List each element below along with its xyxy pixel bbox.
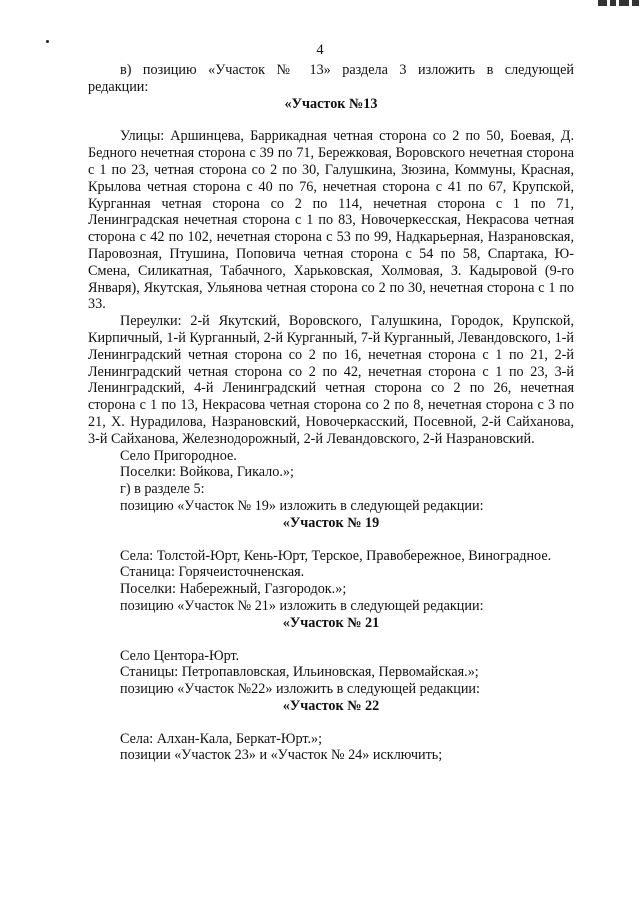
heading-section-21: «Участок № 21	[282, 614, 380, 631]
spacer	[88, 532, 574, 548]
village-21-line: Село Центора-Юрт.	[120, 647, 240, 664]
village-line: Село Пригородное.	[120, 447, 237, 464]
position-19-line: позицию «Участок № 19» изложить в следующей редакции:	[120, 497, 484, 514]
villages-22-line: Села: Алхан-Кала, Беркат-Юрт.»;	[120, 730, 323, 747]
exclude-line: позиции «Участок 23» и «Участок № 24» исключить;	[120, 747, 443, 764]
spacer	[88, 715, 574, 731]
stanitsas-21-line: Станицы: Петропавловская, Ильиновская, Первомайская.»;	[120, 664, 479, 681]
heading-section-22: «Участок № 22	[282, 697, 380, 714]
scan-edge-mark	[598, 0, 640, 6]
position-22-line: позицию «Участок №22» изложить в следующей редакции:	[120, 681, 480, 698]
lanes-paragraph: Переулки: 2-й Якутский, Воровского, Галушкина, Городок, Крупской, Кирпичный, 1-й Курганный, 2-й Курганный, 7-й Курганный, Левандовского, 1-й Ленинградский четная сторона со 2 по 16, нечетная сторона с 1 по 21, 2-й Ленинградский четная сторона со 2 по 42, нечетная сторона с 1 по 23, 3-й Ленинградский, 4-й Ленинградский четная сторона со 2 по 26, нечетная сторона с 1 по 13, Некрасова четная сторона со 2 по 8, нечетная сторона с 3 по 21, Х. Нурадилова, Назрановский, Новочеркасский, Посевной, 2-й Сайханова, 3-й Сайханова, Железнодорожный, 2-й Левандовского, 2-й Назрановский.	[88, 313, 574, 447]
section5-intro: г) в разделе 5:	[120, 481, 205, 498]
streets-paragraph: Улицы: Аршинцева, Баррикадная четная сторона со 2 по 50, Боевая, Д. Бедного нечетная сторона с 39 по 71, Бережковая, Воровского нечетная сторона с 1 по 23, четная сторона со 2 по 30, Галушкина, Зюзина, Коммуны, Красная, Крылова четная сторона с 40 по 76, нечетная сторона с 41 по 67, Крупской, Курганная четная сторона со 2 по 114, нечетная сторона с 1 по 71, Ленинградская нечетная сторона с 1 по 83, Новочеркесская, Некрасова четная сторона с 42 по 102, нечетная сторона с 53 по 99, Надкарьерная, Назрановская, Паровозная, Птушина, Поповича четная сторона с 54 по 58, Спартака, Ю-Смена, Силикатная, Табачного, Харьковская, Холмовая, З. Кадыровой (9-го Января), Якутская, Ульянова четная сторона со 2 по 30, нечетная сторона с 1 по 33.	[88, 128, 574, 313]
heading-section-13: «Участок №13	[284, 95, 378, 112]
spacer	[88, 632, 574, 648]
stanitsa-19-line: Станица: Горячеисточненская.	[120, 564, 305, 581]
settlements-line: Поселки: Войкова, Гикало.»;	[120, 464, 294, 481]
villages-19-paragraph: Села: Толстой-Юрт, Кень-Юрт, Терское, Правобережное, Виноградное.	[120, 547, 552, 564]
page-number: 4	[316, 42, 324, 58]
position-21-line: позицию «Участок № 21» изложить в следующей редакции:	[120, 597, 484, 614]
settlements-19-line: Поселки: Набережный, Газгородок.»;	[120, 581, 347, 598]
document-body	[88, 62, 574, 764]
spacer	[88, 112, 574, 128]
intro-line: в) позицию «Участок № 13» раздела 3 изложить в следующей	[120, 62, 574, 78]
intro-line-end: редакции:	[88, 78, 149, 95]
heading-section-19: «Участок № 19	[282, 514, 380, 531]
